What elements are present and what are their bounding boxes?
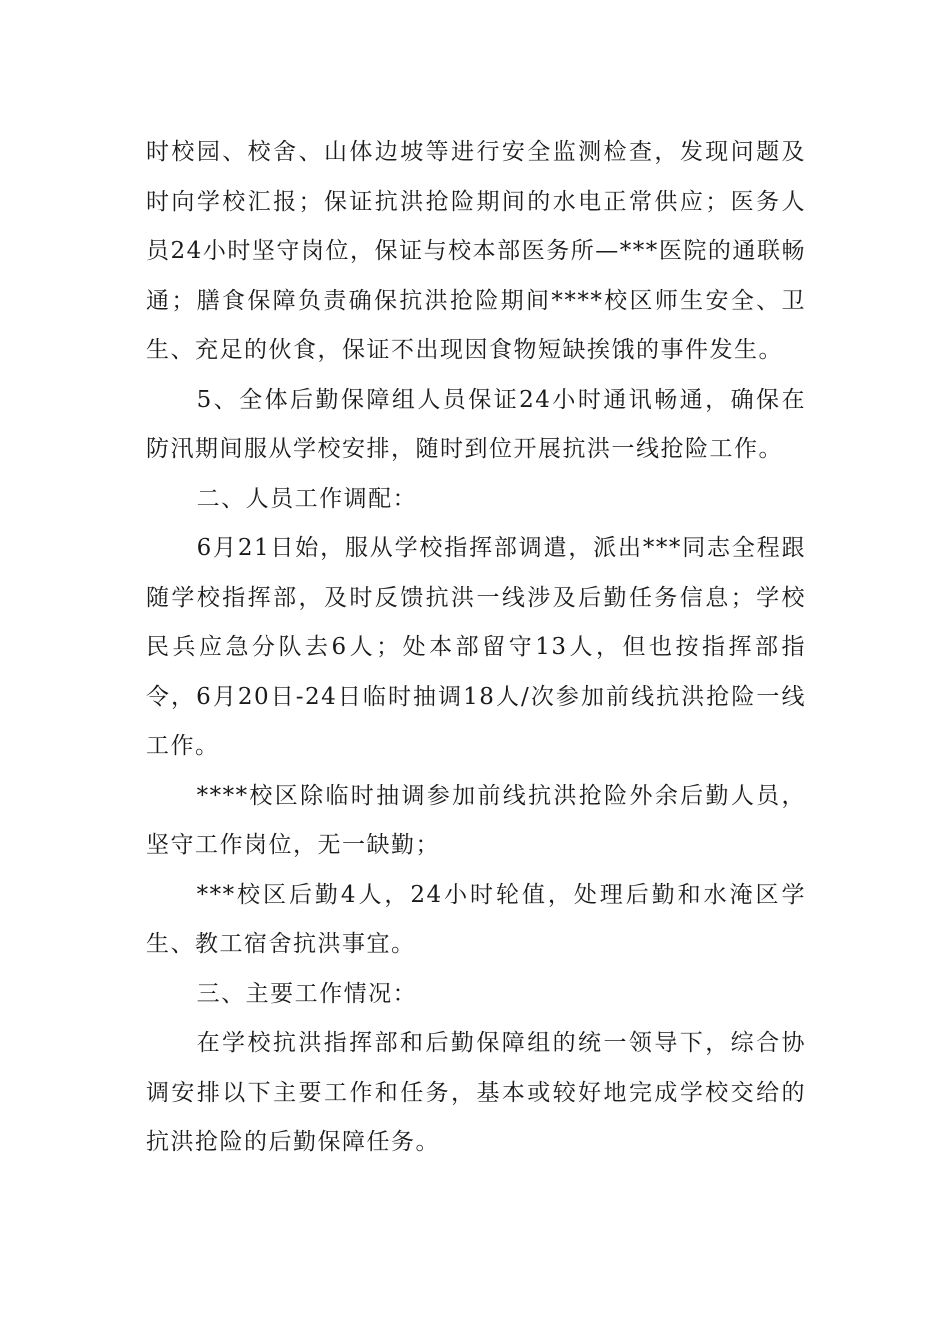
paragraph-main-work-summary: 在学校抗洪指挥部和后勤保障组的统一领导下，综合协调安排以下主要工作和任务，基本或较好地完成学校交给的抗洪抢险的后勤保障任务。 — [146, 1030, 806, 1155]
paragraph-campus-logistics: ***校区后勤4人，24小时轮值，处理后勤和水淹区学生、教工宿舍抗洪事宜。 — [146, 881, 806, 957]
paragraph-campus-staff: ****校区除临时抽调参加前线抗洪抢险外余后勤人员，坚守工作岗位，无一缺勤； — [146, 782, 806, 858]
document-body — [146, 128, 806, 1168]
section-heading-staffing: 二、人员工作调配： — [196, 485, 418, 512]
paragraph-staffing-details: 6月21日始，服从学校指挥部调遣，派出***同志全程跟随学校指挥部，及时反馈抗洪一线涉及后勤任务信息；学校民兵应急分队去6人；处本部留守13人，但也按指挥部指令，6月20日-24日临时抽调18人/次参加前线抗洪抢险一线工作。 — [146, 535, 806, 759]
section-heading-main-work: 三、主要工作情况： — [196, 980, 418, 1007]
paragraph-continuation: 时校园、校舍、山体边坡等进行安全监测检查，发现问题及时向学校汇报；保证抗洪抢险期间的水电正常供应；医务人员24小时坚守岗位，保证与校本部医务所—***医院的通联畅通；膳食保障负责确保抗洪抢险期间****校区师生安全、卫生、充足的伙食，保证不出现因食物短缺挨饿的事件发生。 — [146, 139, 806, 363]
paragraph-item-5: 5、全体后勤保障组人员保证24小时通讯畅通，确保在防汛期间服从学校安排，随时到位开展抗洪一线抢险工作。 — [146, 386, 806, 462]
